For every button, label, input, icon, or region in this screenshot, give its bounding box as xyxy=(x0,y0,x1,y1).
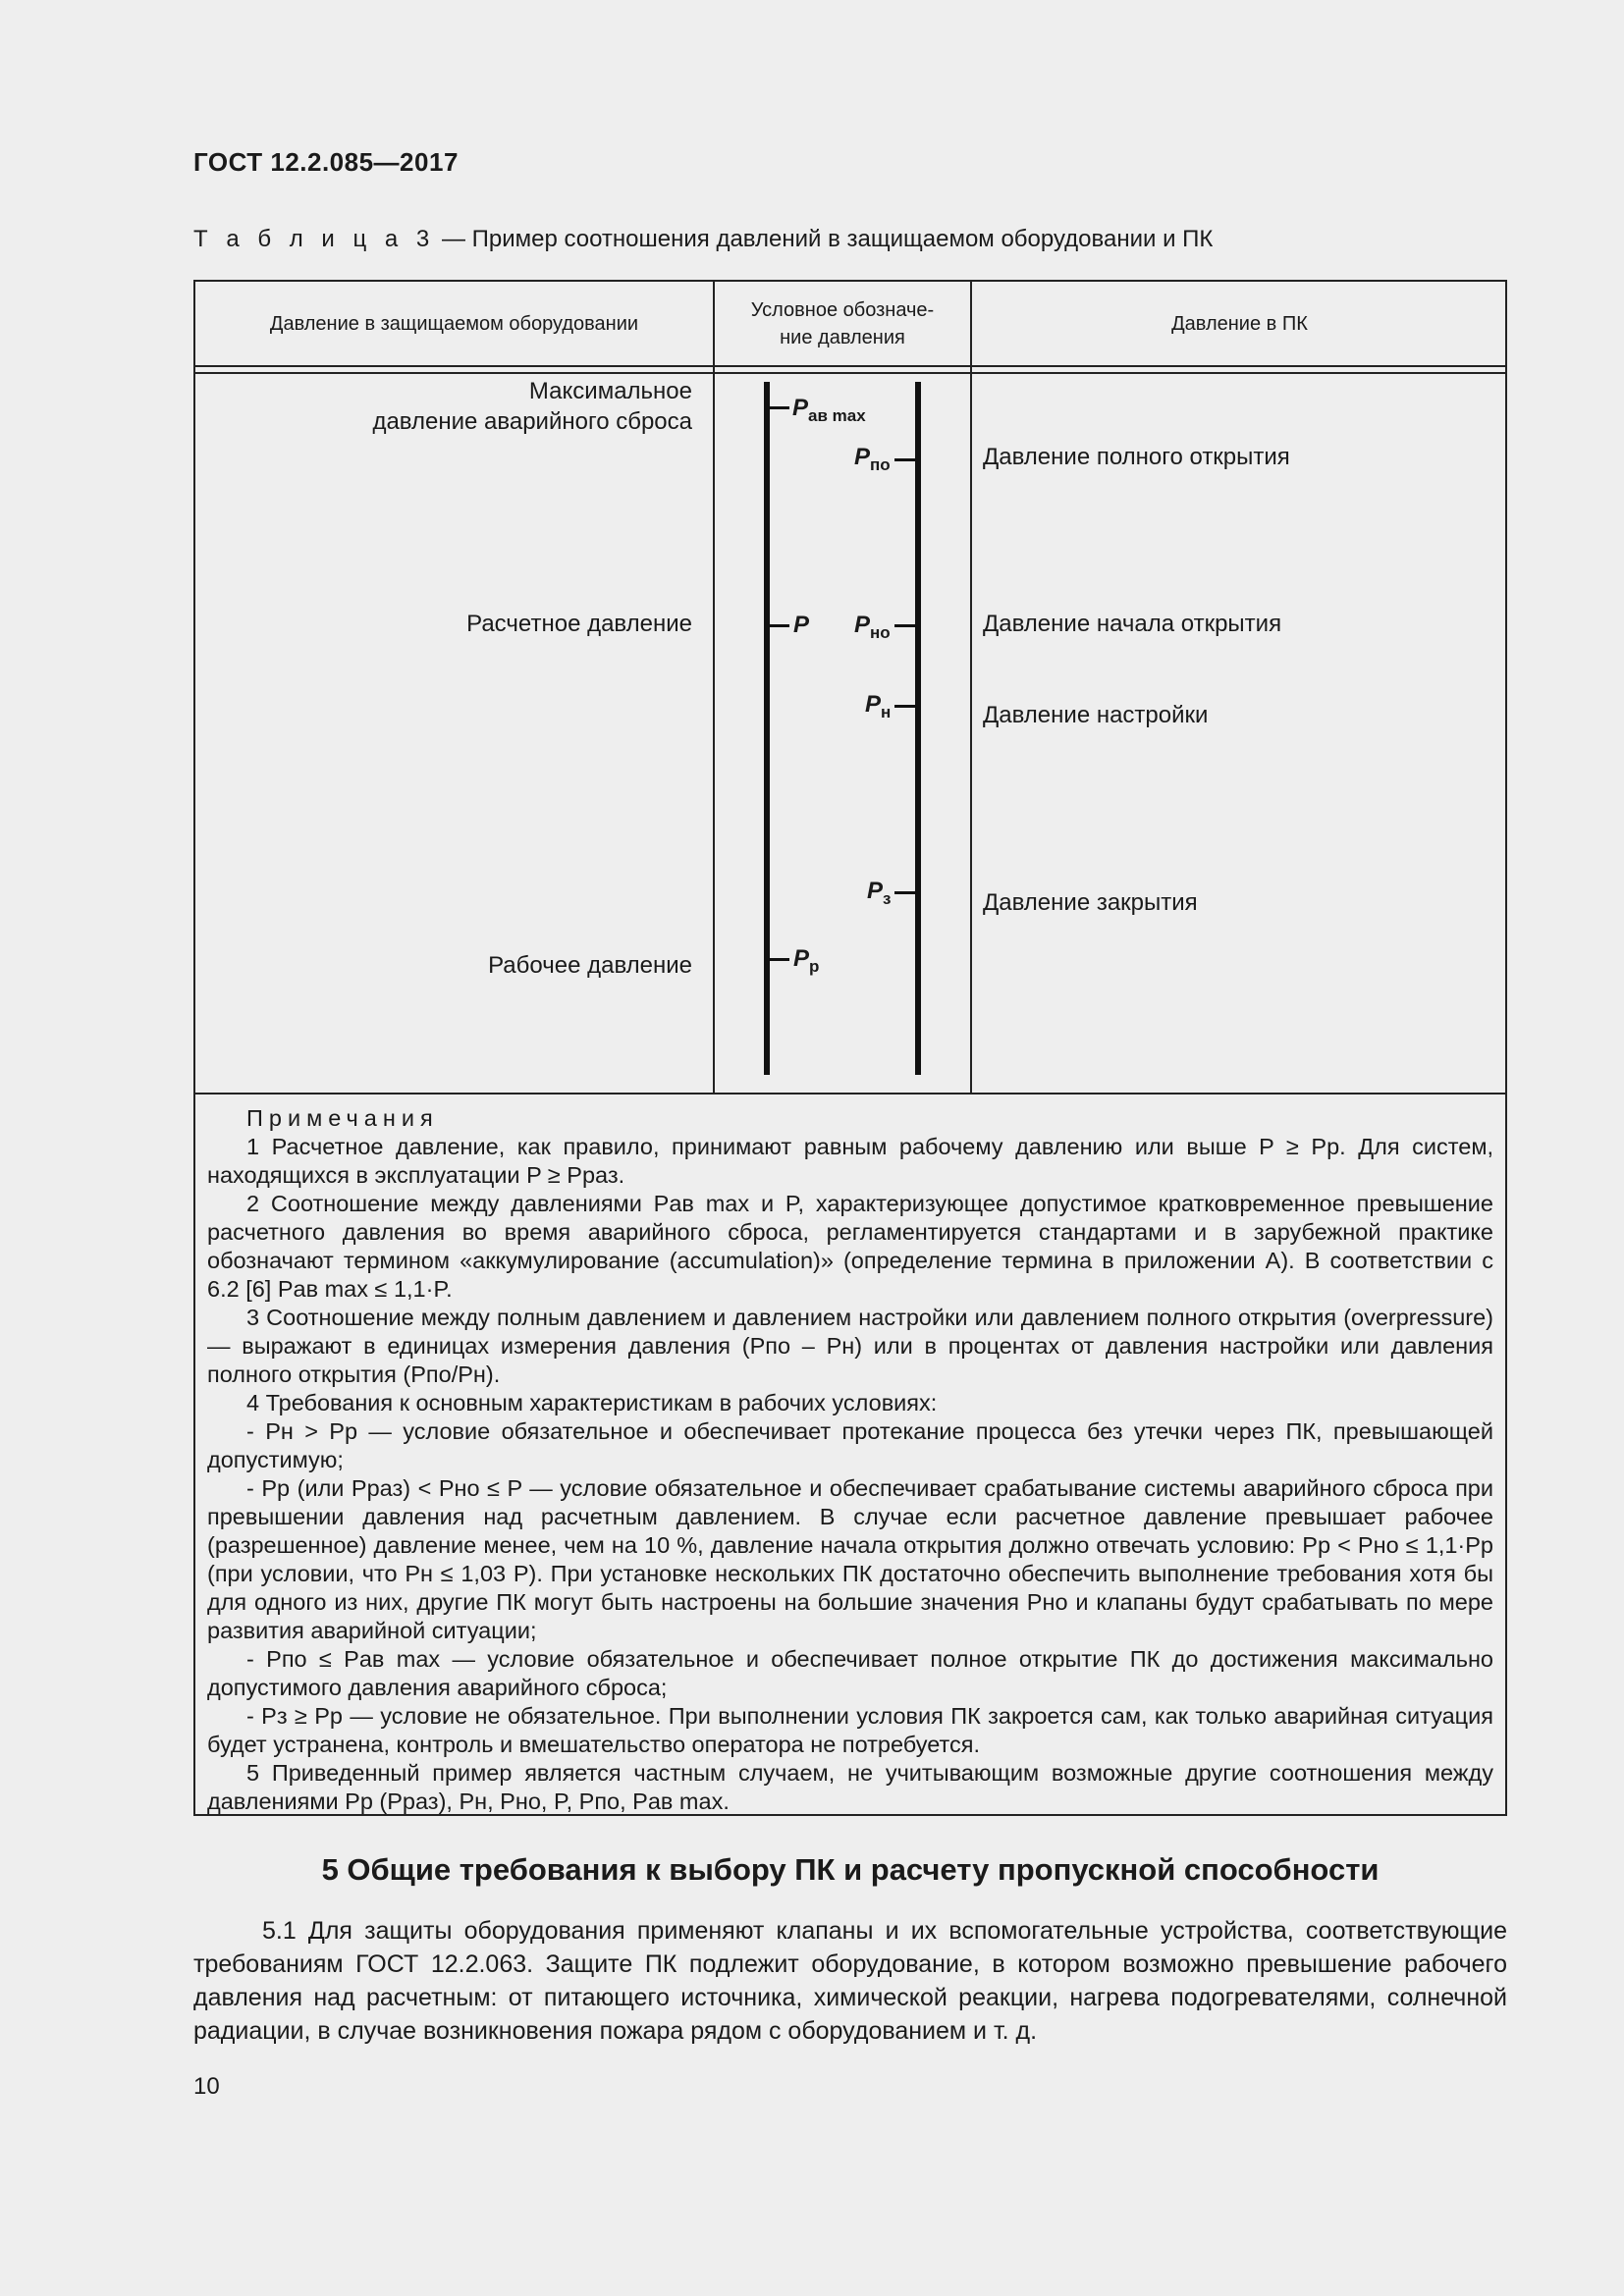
header-symbol-line1: Условное обозначе- xyxy=(750,298,935,321)
table-caption-prefix: Т а б л и ц а 3 xyxy=(193,226,436,252)
header-divider-top xyxy=(195,365,1505,367)
label-max-line1: Максимальное xyxy=(528,378,692,404)
notes-divider xyxy=(195,1093,1505,1095)
notes-heading: Примечания xyxy=(246,1105,439,1131)
column-divider-2 xyxy=(970,282,972,1095)
tick-p-po xyxy=(894,458,916,461)
tick-p-r xyxy=(768,958,789,961)
section-title: 5 Общие требования к выбору ПК и расчету пропускной способности xyxy=(321,1852,1380,1887)
header-symbol-line2: ние давления xyxy=(780,326,905,348)
label-max-line2: давление аварийного сброса xyxy=(372,408,692,435)
note-4a: - Pн > Pр — условие обязательное и обеспечивает протекание процесса без утечки через ПК, превышающей допустимую; xyxy=(207,1418,1493,1472)
symbol-p-r: $P_р$ xyxy=(793,945,820,976)
document-header: ГОСТ 12.2.085—2017 xyxy=(193,147,459,177)
equipment-pressure-bar xyxy=(764,382,770,1075)
header-equipment-text: Давление в защищаемом оборудовании xyxy=(269,312,639,335)
header-col-valve xyxy=(972,282,1507,365)
label-design-pressure: Расчетное давление xyxy=(466,611,692,637)
note-4: 4 Требования к основным характеристикам в рабочих условиях: xyxy=(246,1390,938,1415)
table-caption-text: — Пример соотношения давлений в защищаемом оборудовании и ПК xyxy=(435,226,1214,252)
tick-p-no xyxy=(894,624,916,627)
label-setting-pressure: Давление настройки xyxy=(983,702,1209,728)
label-max-relief-pressure xyxy=(372,376,692,437)
label-full-open-pressure: Давление полного открытия xyxy=(983,444,1290,470)
label-working-pressure: Рабочее давление xyxy=(488,952,692,979)
symbol-p-no: $P_{но}$ xyxy=(854,612,891,642)
header-divider-bottom xyxy=(195,372,1505,374)
symbol-p-n: $P_н$ xyxy=(865,691,892,721)
note-4c: - Pпо ≤ Pав max — условие обязательное и обеспечивает полное открытие ПК до достижения максимально допустимого давления аварийного сброса; xyxy=(207,1646,1493,1700)
table-notes xyxy=(207,1104,1493,1816)
note-3: 3 Соотношение между полным давлением и давлением настройки или давлением полного открытия (overpressure) — выражают в единицах измерения давления (Pпо – Pн) или в процентах от давления настройки или давления полного открытия (Pпо/Pн). xyxy=(207,1305,1493,1387)
table-caption xyxy=(193,226,1213,253)
note-2: 2 Соотношение между давлениями Pав max и P, характеризующее допустимое кратковременное превышение расчетного давления во время аварийного сброса, регламентируется стандартами и в зарубежной практике обозначают термином «аккумулирование (accumulation)» (определение термина в приложении А). В соответствии с 6.2 [6] Pав max ≤ 1,1·P. xyxy=(207,1191,1493,1302)
column-divider-1 xyxy=(713,282,715,1095)
tick-p xyxy=(768,624,789,627)
note-4b: - Pр (или Pраз) < Pно ≤ P — условие обязательное и обеспечивает срабатывание системы аварийного сброса при превышении давления над расчетным давлением. В случае если расчетное давление превышает рабочее (разрешенное) давление менее, чем на 10 %, давление начала открытия должно отвечать условию: Pр < Pно ≤ 1,1·Pр (при условии, что Pн ≤ 1,03 P). При установке нескольких ПК достаточно обеспечить выполнение требования хотя бы для одного из них, другие ПК могут быть настроены на большие значения Pно и клапаны будут срабатывать по мере развития аварийной ситуации; xyxy=(207,1475,1493,1643)
label-start-open-pressure: Давление начала открытия xyxy=(983,611,1282,637)
section-paragraph: 5.1 Для защиты оборудования применяют клапаны и их вспомогательные устройства, соответствующие требованиям ГОСТ 12.2.063. Защите ПК подлежит оборудование, в котором возможно превышение рабочего давления над расчетным: от питающего источника, химической реакции, нагрева подогревателями, солнечной радиации, в случае возникновения пожара рядом с оборудованием и т. д. xyxy=(193,1917,1507,2045)
page-number: 10 xyxy=(193,2073,220,2100)
header-valve-text: Давление в ПК xyxy=(1171,312,1308,335)
symbol-p-po: $P_{по}$ xyxy=(854,444,891,474)
note-4d: - Pз ≥ Pр — условие не обязательное. При выполнении условия ПК закроется сам, как только аварийная ситуация будет устранена, контроль и вмешательство оператора не потребуется. xyxy=(207,1703,1493,1757)
header-col-equipment xyxy=(195,282,713,365)
valve-pressure-bar xyxy=(915,382,921,1075)
note-1: 1 Расчетное давление, как правило, принимают равным рабочему давлению или выше P ≥ Pр. Для систем, находящихся в эксплуатации P ≥ Pраз. xyxy=(207,1134,1493,1188)
symbol-p: P xyxy=(793,612,810,638)
tick-p-n xyxy=(894,705,916,708)
tick-p-z xyxy=(894,891,916,894)
label-closing-pressure: Давление закрытия xyxy=(983,889,1198,916)
symbol-p-av-max: $P_{ав max}$ xyxy=(792,395,866,425)
pressure-table xyxy=(193,280,1507,1816)
symbol-p-z: $P_з$ xyxy=(867,878,892,908)
note-5: 5 Приведенный пример является частным случаем, не учитывающим возможные другие соотношения между давлениями Pр (Pраз), Pн, Pно, P, Pпо, Pав max. xyxy=(207,1760,1493,1814)
tick-p-av-max xyxy=(768,406,789,409)
header-col-symbol xyxy=(715,282,970,365)
